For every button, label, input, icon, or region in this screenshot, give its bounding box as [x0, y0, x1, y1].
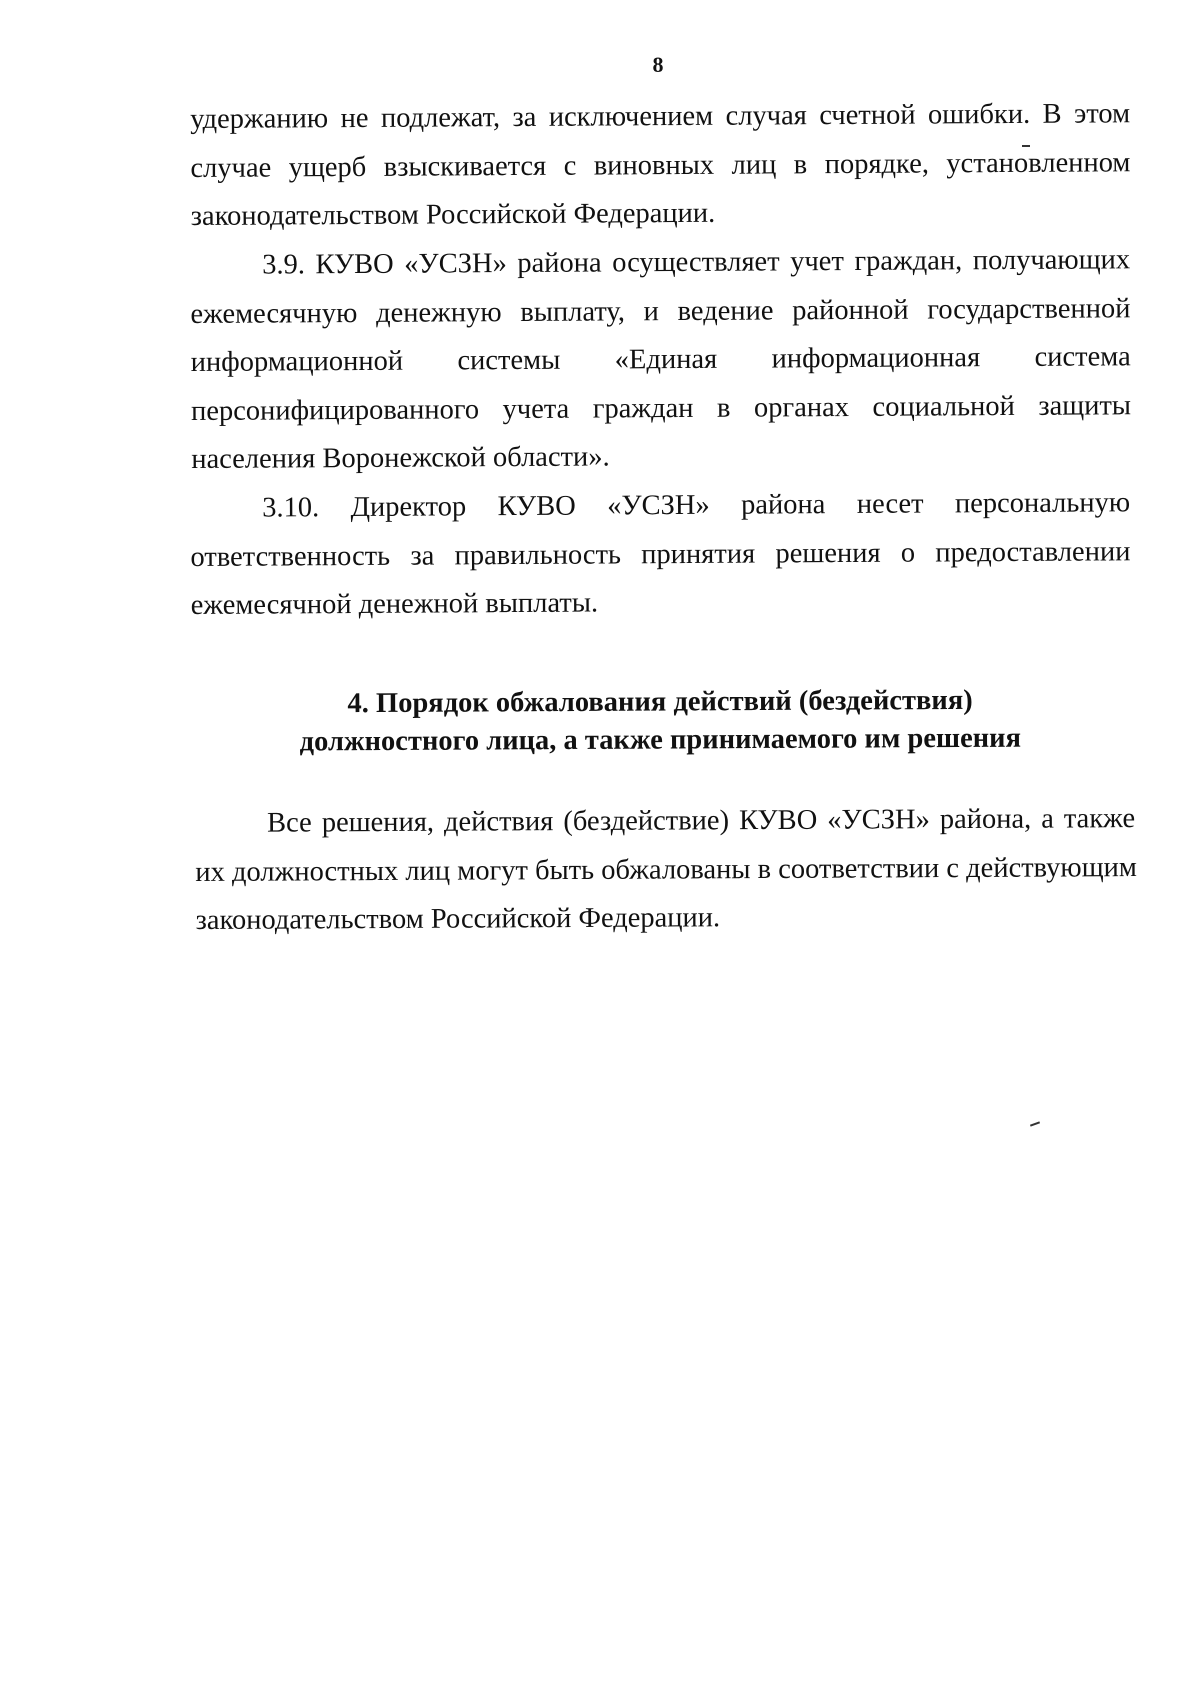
paragraph-line: их должностных лиц могут быть обжалованы в соответствии с действующим [195, 851, 1137, 888]
paragraph-line: населения Воронежской области». [191, 441, 610, 475]
paragraph-line: ответственность за правильность принятия решения о предоставлении [190, 535, 1131, 573]
paragraph-line: законодательством Российской Федерации. [195, 902, 721, 936]
scan-artifact [1030, 1121, 1040, 1126]
paragraph-3-9 [190, 236, 1131, 484]
paragraph-line: информационной системы «Единая информационная система [190, 341, 1131, 378]
paragraph-line: законодательством Российской Федерации. [190, 197, 716, 232]
paragraph-continuation [190, 90, 1131, 241]
paragraph-line: 3.9. КУВО «УСЗН» района осуществляет учет граждан, получающих [262, 244, 1131, 281]
paragraph-3-10 [190, 479, 1131, 630]
paragraph-line: Все решения, действия (бездействие) КУВО «УСЗН» района, а также [267, 803, 1136, 839]
paragraph-line: персонифицированного учета граждан в органах социальной защиты [190, 389, 1132, 427]
paragraph-line: 3.10. Директор КУВО «УСЗН» района несет персональную [262, 487, 1131, 524]
paragraph-line: ежемесячную денежную выплату, и ведение районной государственной [190, 292, 1131, 330]
paragraph-line: удержанию не подлежат, за исключением случая счетной ошибки. В этом [190, 98, 1131, 135]
page-number: 8 [652, 52, 664, 77]
section-heading [190, 681, 1130, 762]
section-heading-line: 4. Порядок обжалования действий (бездействия) [347, 684, 973, 720]
scan-artifact [1022, 145, 1030, 147]
paragraph-line: случае ущерб взыскивается с виновных лиц в порядке, установленном [190, 146, 1131, 184]
paragraph-section-4 [195, 795, 1136, 945]
section-heading-line: должностного лица, а также принимаемого им решения [299, 722, 1022, 758]
paragraph-line: ежемесячной денежной выплаты. [190, 587, 599, 621]
